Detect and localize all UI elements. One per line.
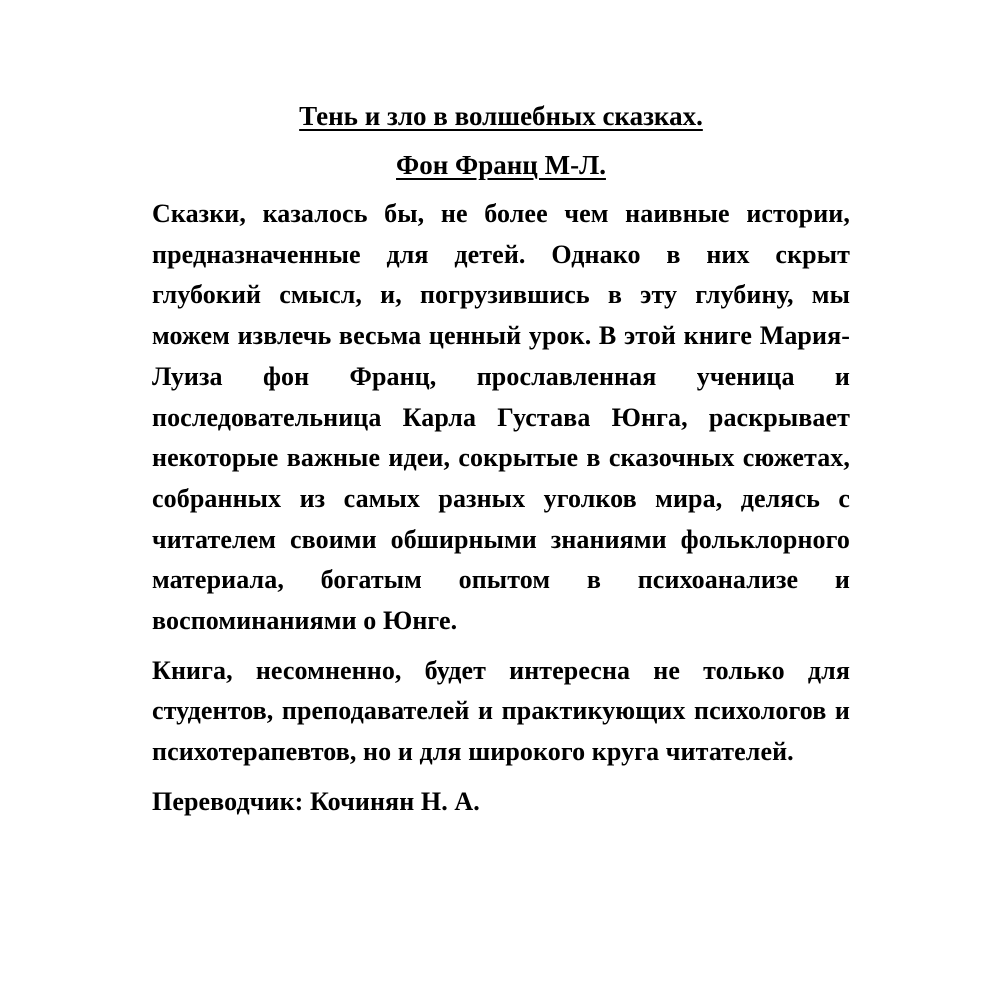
paragraph-audience: Книга, несомненно, будет интересна не только для студентов, преподавателей и практикующих психологов и психотерапевтов, но и для широкого круга читателей.	[152, 655, 850, 767]
paragraph-description: Сказки, казалось бы, не более чем наивные истории, предназначенные для детей. Однако в них скрыт глубокий смысл, и, погрузившись в эту глубину, мы можем извлечь весьма ценный урок. В этой книге Мария-Луиза фон Франц, прославленная ученица и последовательница Карла Густава Юнга, раскрывает некоторые важные идеи, сокрытые в сказочных сюжетах, собранных из самых разных уголков мира, делясь с читателем своими обширными знаниями фольклорного материала, богатым опытом в психоанализе и воспоминаниями о Юнге.	[152, 199, 850, 636]
document-author-text: Фон Франц М-Л.	[396, 150, 606, 180]
document-title	[152, 96, 850, 136]
translator-line: Переводчик: Кочинян Н. А.	[152, 786, 480, 816]
document-title-text: Тень и зло в волшебных сказках.	[299, 101, 703, 131]
document-page	[152, 96, 850, 832]
document-author	[152, 145, 850, 185]
